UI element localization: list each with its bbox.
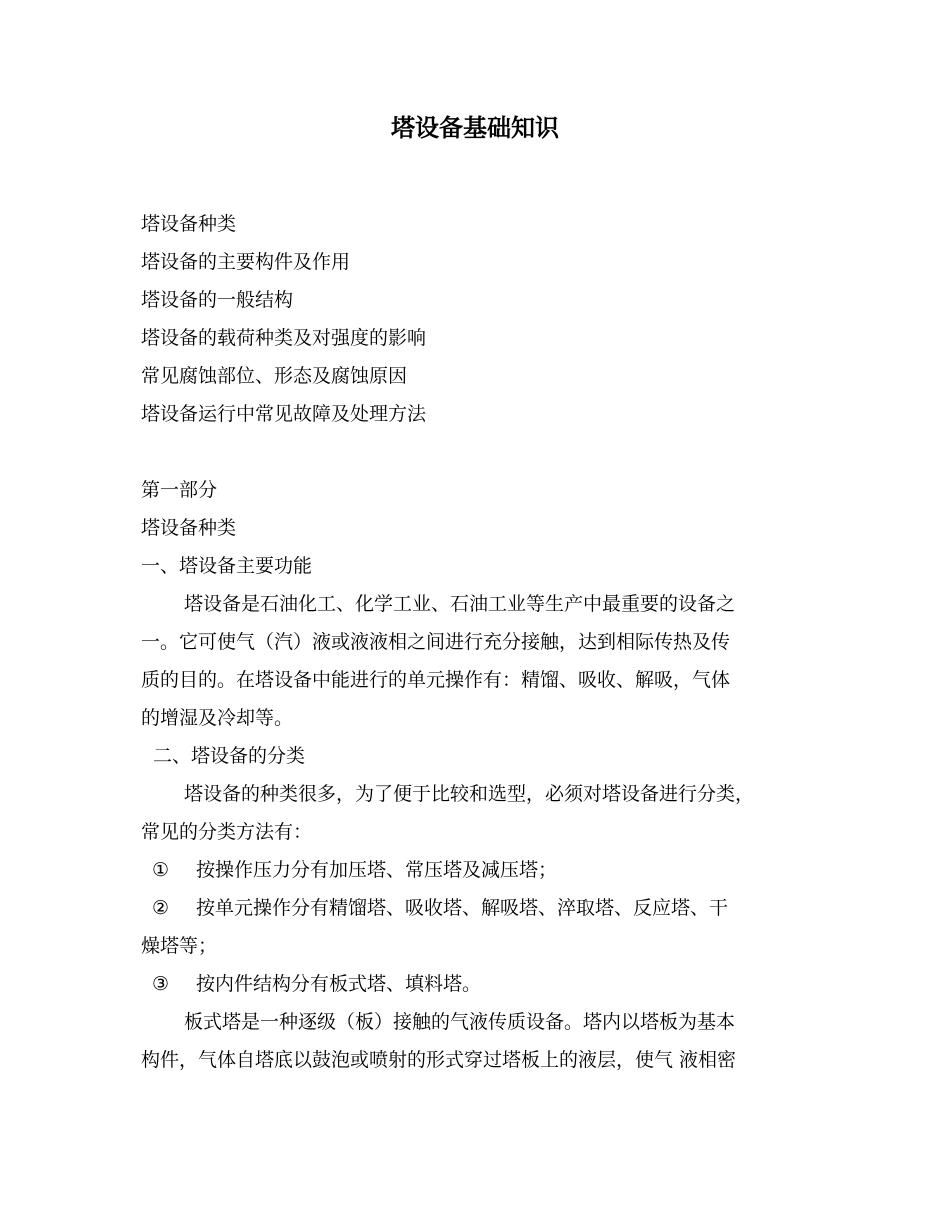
list-marker: ②	[152, 897, 170, 919]
paragraph-line: 板式塔是一种逐级（板）接触的气液传质设备。塔内以塔板为基本	[184, 1011, 736, 1033]
toc-item: 常见腐蚀部位、形态及腐蚀原因	[141, 365, 408, 387]
toc-item: 塔设备的主要构件及作用	[141, 251, 351, 273]
section-heading: 一、塔设备主要功能	[141, 555, 313, 577]
toc-item: 塔设备的一般结构	[141, 289, 294, 311]
toc-item: 塔设备运行中常见故障及处理方法	[141, 403, 427, 425]
paragraph-line: 一。它可使气（汽）液或液液相之间进行充分接触，达到相际传热及传	[141, 631, 731, 653]
list-item-continuation: 燥塔等；	[141, 935, 218, 957]
document-title: 塔设备基础知识	[391, 114, 559, 142]
part-label: 第一部分	[141, 479, 218, 501]
paragraph-line: 的增湿及冷却等。	[141, 707, 294, 729]
list-marker: ③	[152, 973, 170, 995]
list-item: 按操作压力分有加压塔、常压塔及减压塔；	[196, 859, 558, 881]
list-marker: ①	[152, 859, 170, 881]
toc-item: 塔设备的载荷种类及对强度的影响	[141, 327, 427, 349]
paragraph-line: 质的目的。在塔设备中能进行的单元操作有：精馏、吸收、解吸，气体	[141, 669, 731, 691]
list-item: 按单元操作分有精馏塔、吸收塔、解吸塔、淬取塔、反应塔、干	[196, 897, 729, 919]
section-heading: 二、塔设备的分类	[153, 745, 306, 767]
paragraph-line: 塔设备是石油化工、化学工业、石油工业等生产中最重要的设备之	[184, 593, 736, 615]
paragraph-line: 常见的分类方法有：	[141, 821, 313, 843]
part-title: 塔设备种类	[141, 517, 237, 539]
list-item: 按内件结构分有板式塔、填料塔。	[196, 973, 482, 995]
paragraph-line: 塔设备的种类很多，为了便于比较和选型，必须对塔设备进行分类，	[184, 783, 755, 805]
paragraph-line: 构件，气体自塔底以鼓泡或喷射的形式穿过塔板上的液层，使气 液相密	[141, 1049, 737, 1071]
toc-item: 塔设备种类	[141, 213, 237, 235]
